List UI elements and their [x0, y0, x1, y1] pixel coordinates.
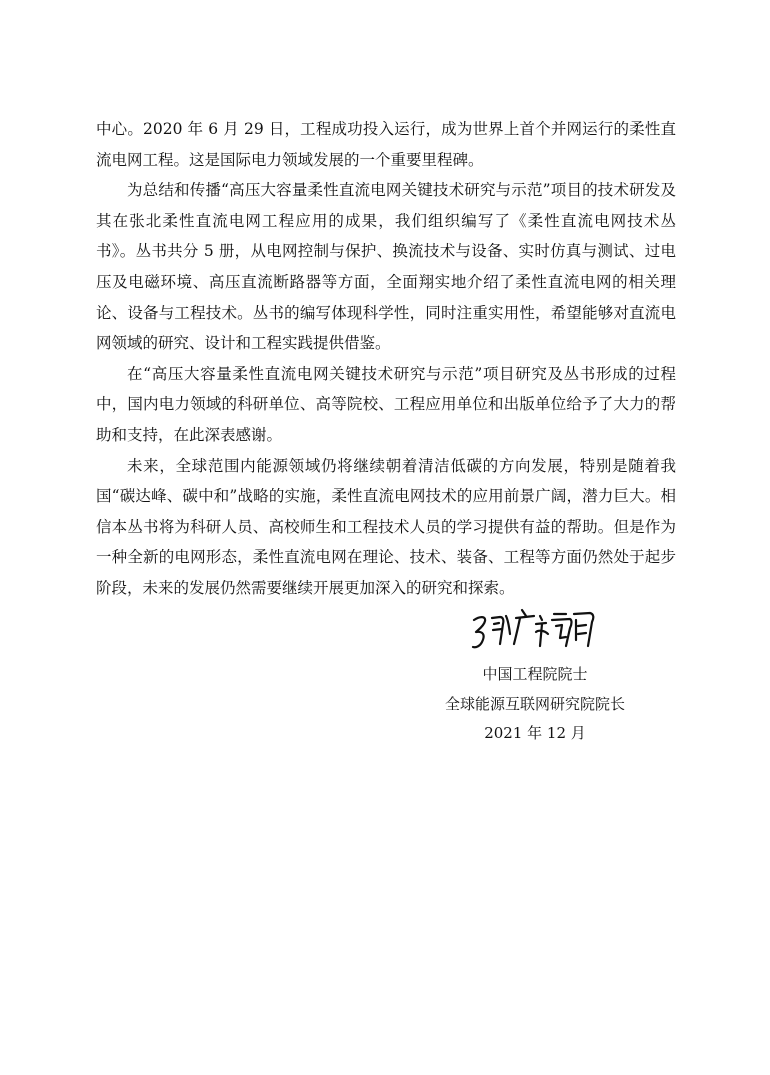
handwritten-signature — [470, 606, 600, 654]
signer-title-academician: 中国工程院院士 — [482, 665, 588, 683]
paragraph-1: 中心。2020 年 6 月 29 日，工程成功投入运行，成为世界上首个并网运行的柔性直流电网工程。这是国际电力领域发展的一个重要里程碑。 — [96, 120, 676, 169]
paragraph-2: 为总结和传播“高压大容量柔性直流电网关键技术研究与示范”项目的技术研发及其在张北柔性直流电网工程应用的成果，我们组织编写了《柔性直流电网技术丛书》。丛书共分 5 册，从电网控制与保护、换流技术与设备、实时仿真与测试、过电压及电磁环境、高压直流断路器等方面，全面翔实地介绍了柔性直流电网的相关理论、设备与工程技术。丛书的编写体现科学性，同时注重实用性，希望能够对直流电网领域的研究、设计和工程实践提供借鉴。 — [96, 181, 676, 353]
paragraph-3: 在“高压大容量柔性直流电网关键技术研究与示范”项目研究及丛书形成的过程中，国内电力领域的科研单位、高等院校、工程应用单位和出版单位给予了大力的帮助和支持，在此深表感谢。 — [96, 364, 676, 444]
paragraph-4: 未来，全球范围内能源领域仍将继续朝着清洁低碳的方向发展，特别是随着我国“碳达峰、碳中和”战略的实施，柔性直流电网技术的应用前景广阔，潜力巨大。相信本丛书将为科研人员、高校师生和工程技术人员的学习提供有益的帮助。但是作为一种全新的电网形态，柔性直流电网在理论、技术、装备、工程等方面仍然处于起步阶段，未来的发展仍然需要继续开展更加深入的研究和探索。 — [96, 456, 676, 597]
signer-title-president: 全球能源互联网研究院院长 — [444, 695, 625, 713]
signature-date: 2021 年 12 月 — [484, 724, 586, 742]
body-text — [96, 114, 676, 604]
